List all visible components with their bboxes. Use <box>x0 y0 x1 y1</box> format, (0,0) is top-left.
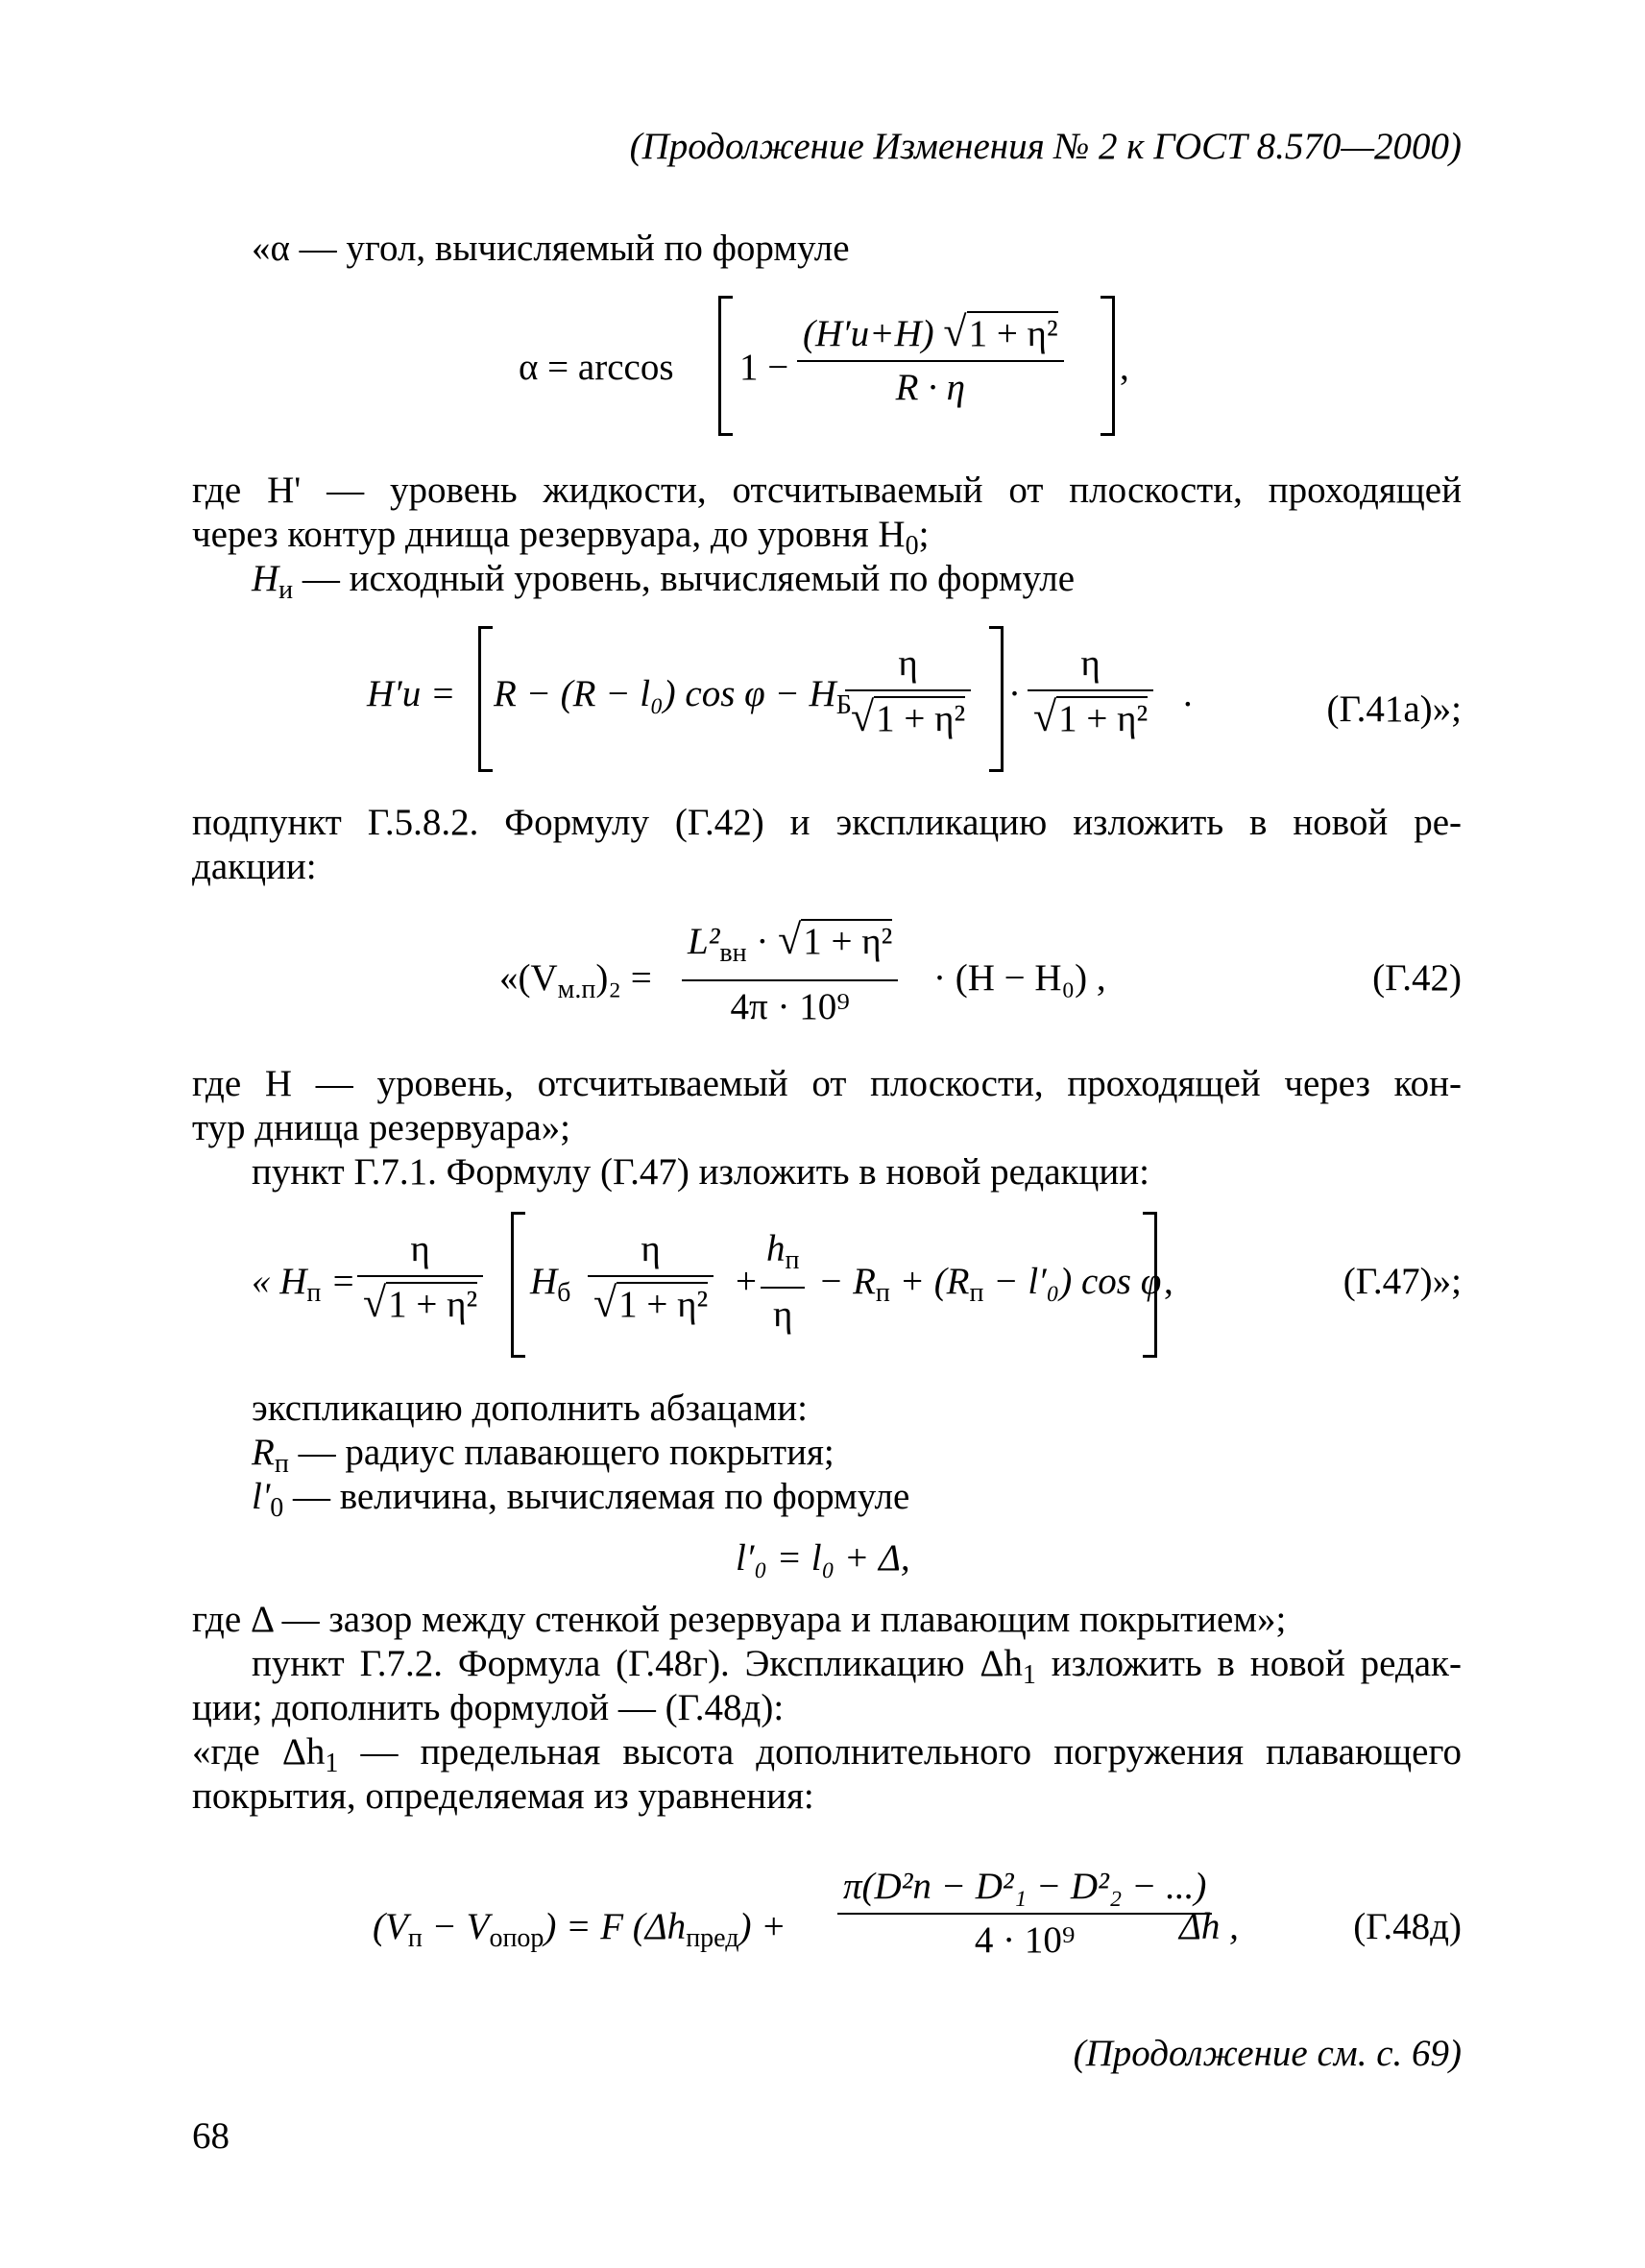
eq-41a-frac1: $\frac{\eta}{\text{√1 + η²}}$ <box>845 641 971 741</box>
sub-pred: пред <box>686 1923 739 1953</box>
eq-47-lhs-text: « H <box>252 1261 307 1302</box>
sub-p5: п <box>274 1449 289 1479</box>
eq-41a-frac2-root: 1 + η² <box>1058 698 1149 739</box>
eq-47-left-bracket <box>511 1212 525 1358</box>
eq-48d-tail: Δh , <box>1179 1906 1239 1947</box>
sub-1: 1 <box>1022 1660 1036 1690</box>
para-clause-71: пункт Г.7.1. Формулу (Г.47) изложить в новой редакции: <box>252 1151 1149 1193</box>
sub-opor: опор <box>489 1923 544 1953</box>
sub-p4: п <box>969 1278 984 1308</box>
eq-42-tail: · (H − H₀) , <box>933 957 1106 999</box>
para-subclause-582: подпункт Г.5.8.2. Формулу (Г.42) и экспликацию изложить в новой ре- <box>192 802 1462 843</box>
eq-41a-dot: · <box>1008 673 1021 714</box>
eq-47-paren: + (R <box>899 1261 970 1302</box>
eq-42-lhs-text: «(V <box>499 957 558 999</box>
eq-47-hp: h <box>766 1228 786 1269</box>
symbol-l: l' <box>252 1476 271 1517</box>
sub-b: Б <box>835 690 852 720</box>
eq-41a-frac1-root: 1 + η² <box>876 698 966 739</box>
eq-48d-lhs-text: (V <box>373 1906 408 1947</box>
eq-48d-fraction <box>837 1865 1212 1963</box>
eq-48d-mid: − V <box>431 1906 490 1947</box>
eq-42-root: 1 + η² <box>803 921 893 962</box>
page-number: 68 <box>192 2115 230 2157</box>
para-l0-text: — величина, вычисляемая по формуле <box>283 1476 910 1517</box>
sub-p2: п <box>785 1245 800 1275</box>
eq-alpha-left-bracket <box>718 296 733 436</box>
eq-42-den: 4π · 10⁹ <box>730 986 850 1027</box>
sub-i: и <box>278 575 294 605</box>
eq-48d-num: π(D²п − D²₁ − D²₂ − ...) <box>837 1865 1212 1915</box>
eq-47-mid-text: − R <box>818 1261 876 1302</box>
para-h-prime-cont-text: через контур днища резервуара, до уровня H <box>192 514 906 555</box>
eq-41a-number: (Г.41а)»; <box>1326 688 1462 730</box>
eq-48d-end: ) = F (Δh <box>544 1906 687 1947</box>
para-alpha-intro: «α — угол, вычисляемый по формуле <box>252 228 850 269</box>
para-h-i <box>252 557 1075 613</box>
sub-p: п <box>306 1278 322 1308</box>
eq-47-hb <box>530 1260 570 1315</box>
eq-alpha-den: R · η <box>895 367 966 408</box>
para-subclause-582-cont: дакции: <box>192 846 317 887</box>
sub-0b: 0 <box>270 1493 284 1523</box>
eq-alpha-fraction: $\frac{\text{(H′и+H) √1 + η²}}{R \cdot \eta}$ <box>797 310 1064 410</box>
sub-b-small: б <box>557 1278 571 1308</box>
eq-alpha-one: 1 − <box>739 347 789 388</box>
sub-p3: п <box>875 1278 890 1308</box>
continuation-note: (Продолжение см. с. 69) <box>1073 2033 1462 2074</box>
eq-47-frac1-root: 1 + η² <box>388 1284 478 1325</box>
eq-47-plus: + <box>736 1261 757 1302</box>
eq-41a-frac1-num: η <box>845 641 971 691</box>
eq-41a-frac2: $\frac{\eta}{\text{√1 + η²}}$ <box>1028 641 1153 741</box>
eq-41a-left-bracket <box>478 626 493 772</box>
para-explication: экспликацию дополнить абзацами: <box>252 1387 808 1429</box>
eq-47-frac2: $\frac{\eta}{\text{√1 + η²}}$ <box>588 1227 714 1327</box>
eq-41a-inner-text: R − (R − l₀) cos φ − H <box>494 673 836 714</box>
eq-47-frac3-den: η <box>773 1293 793 1335</box>
para-l0 <box>252 1475 909 1531</box>
para-delta-h1-rest: — предельная высота дополнительного погружения плавающего <box>338 1731 1462 1773</box>
sub-mp: м.п <box>557 975 596 1004</box>
eq-41a-inner <box>494 672 852 728</box>
para-delta-h1-cont: покрытия, определяемая из уравнения: <box>192 1775 814 1817</box>
sub-1b: 1 <box>325 1749 339 1778</box>
eq-41a-right-bracket <box>989 626 1004 772</box>
eq-47-comma: , <box>1164 1261 1173 1302</box>
para-clause-72-text: пункт Г.7.2. Формула (Г.48г). Экспликацию Δh <box>252 1643 1023 1684</box>
sub-p6: п <box>407 1923 423 1953</box>
eq-47-frac1-num: η <box>357 1227 483 1277</box>
eq-47-number: (Г.47)»; <box>1343 1261 1462 1302</box>
eq-47-right-bracket <box>1143 1212 1157 1358</box>
eq-47-equals: = <box>330 1261 356 1302</box>
eq-47-mid <box>818 1260 1161 1315</box>
eq-42-number: (Г.42) <box>1372 957 1462 999</box>
para-h-level: где H — уровень, отсчитываемый от плоскости, проходящей через кон- <box>192 1063 1462 1104</box>
eq-47-frac2-root: 1 + η² <box>618 1284 709 1325</box>
para-end-semicolon: ; <box>918 514 930 555</box>
eq-41a-frac2-num: η <box>1028 641 1153 691</box>
sub-0: 0 <box>905 531 919 561</box>
eq-42-fraction: $\frac{L^2_{вн} \cdot √1 + \eta^2}{\text{4π · 10⁹}}$ <box>682 918 898 1029</box>
eq-41a-period: . <box>1183 673 1193 714</box>
para-h-i-text: — исходный уровень, вычисляемый по формуле <box>293 558 1076 599</box>
eq-42-lhs <box>499 956 652 1012</box>
para-delta-h1-text: «где Δh <box>192 1731 326 1773</box>
eq-47-frac1: $\frac{\eta}{\text{√1 + η²}}$ <box>357 1227 483 1327</box>
para-delta: где Δ — зазор между стенкой резервуара и плавающим покрытием»; <box>192 1599 1287 1640</box>
para-h-prime: где H' — уровень жидкости, отсчитываемый от плоскости, проходящей <box>192 470 1462 511</box>
eq-47-paren-end: − l′₀) cos φ <box>993 1261 1162 1302</box>
eq-47-frac2-num: η <box>588 1227 714 1277</box>
eq-42-num-l: L² <box>688 921 720 962</box>
eq-47-lhs <box>252 1260 355 1315</box>
eq-alpha-num: (H′и+H) <box>803 313 934 354</box>
para-clause-72-cont: ции; дополнить формулой — (Г.48д): <box>192 1687 785 1728</box>
eq-42-lhs-end: )₂ = <box>595 957 652 999</box>
eq-alpha-right-bracket <box>1101 296 1115 436</box>
running-header: (Продолжение Изменения № 2 к ГОСТ 8.570—2000) <box>629 126 1462 167</box>
eq-48d-den: 4 · 10⁹ <box>974 1919 1076 1961</box>
eq-48d-lhs <box>373 1905 786 1961</box>
eq-41a-lhs: H′и = <box>367 673 456 714</box>
eq-48d-end2: ) + <box>738 1906 786 1947</box>
eq-47-hb-text: H <box>530 1261 558 1302</box>
sub-vn: вн <box>719 938 747 968</box>
eq-alpha-lhs: α = arccos <box>519 347 674 388</box>
eq-alpha-comma: , <box>1120 347 1129 388</box>
symbol-h: H <box>252 558 279 599</box>
eq-48d-number: (Г.48д) <box>1353 1906 1462 1947</box>
eq-alpha-root: 1 + η² <box>968 313 1058 354</box>
para-clause-72-rest: изложить в новой редак- <box>1035 1643 1462 1684</box>
para-rp-text: — радиус плавающего покрытия; <box>288 1432 835 1473</box>
eq-47-frac3 <box>761 1227 805 1337</box>
symbol-r: R <box>252 1432 275 1473</box>
eq-l0: l′₀ = l₀ + Δ, <box>736 1537 910 1579</box>
para-h-level-cont: тур днища резервуара»; <box>192 1107 570 1148</box>
